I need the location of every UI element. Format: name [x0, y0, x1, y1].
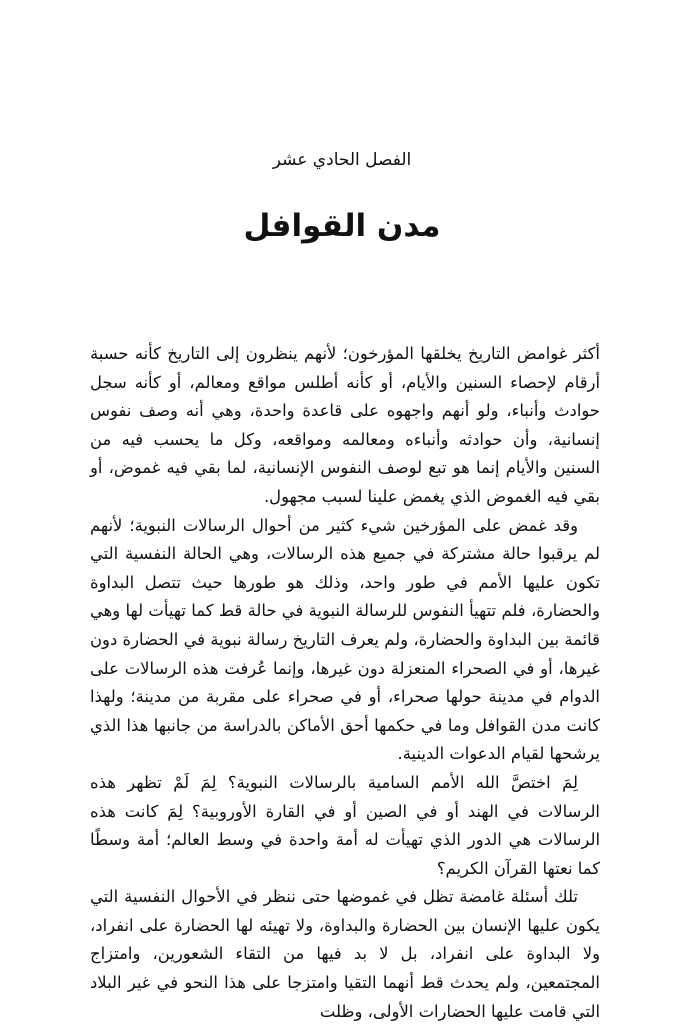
paragraph: تلك أسئلة غامضة تظل في غموضها حتى ننظر في الأحوال النفسية التي يكون عليها الإنسان بين الحضارة والبداوة، ولا تهيئه لها الحضارة على انفراد، ولا البداوة على انفراد، بل لا بد فيها من التقاء الشعورين، وامتزاج المجتمعين، ولم يحدث قط أنهما التقيا وامتزجا على هذا النحو في غير البلاد التي قامت عليها الحضارات الأولى، وظلت [90, 887, 600, 1021]
chapter-body [90, 340, 600, 1026]
chapter-title: مدن القوافل [243, 208, 441, 244]
chapter-label: الفصل الحادي عشر [272, 150, 412, 170]
paragraph: أكثر غوامض التاريخ يخلقها المؤرخون؛ لأنهم ينظرون إلى التاريخ كأنه حسبة أرقام لإحصاء السنين والأيام، أو كأنه أطلس مواقع ومعالم، أو كأنه سجل حوادث وأنباء، ولو أنهم واجهوه على قاعدة واحدة، وهي أنه وصف نفوس إنسانية، وأن حوادثه وأنباءه ومعالمه ومواقعه، وكل ما يحسب فيه من السنين والأيام إنما هو تبع لوصف النفوس الإنسانية، لما بقي فيه غموض، أو بقي فيه الغموض الذي يغمض علينا لسبب مجهول. [90, 344, 600, 506]
paragraph: وقد غمض على المؤرخين شيء كثير من أحوال الرسالات النبوية؛ لأنهم لم يرقبوا حالة مشتركة في جميع هذه الرسالات، وهي الحالة النفسية التي تكون عليها الأمم في طور واحد، وذلك هو طورها حيث تتصل البداوة والحضارة، فلم تتهيأ النفوس للرسالة النبوية في حالة قط كما تهيأت لها وهي قائمة بين البداوة والحضارة، ولم يعرف التاريخ رسالة نبوية في الحضارة دون غيرها، أو في الصحراء المنعزلة دون غيرها، وإنما عُرفت هذه الرسالات على الدوام في مدينة حولها صحراء، أو في صحراء على مقربة من مدينة؛ ولهذا كانت مدن القوافل وما في حكمها أحق الأماكن بالدراسة من جانبها هذا الذي يرشحها لقيام الدعوات الدينية. [90, 515, 600, 764]
paragraph: لِمَ اختصَّ الله الأمم السامية بالرسالات النبوية؟ لِمَ لَمْ تظهر هذه الرسالات في الهند أو في الصين أو في القارة الأوروبية؟ لِمَ كانت هذه الرسالات هي الدور الذي تهيأت له أمة واحدة في وسط العالم؛ أمة وسطًا كما نعتها القرآن الكريم؟ [90, 772, 600, 878]
